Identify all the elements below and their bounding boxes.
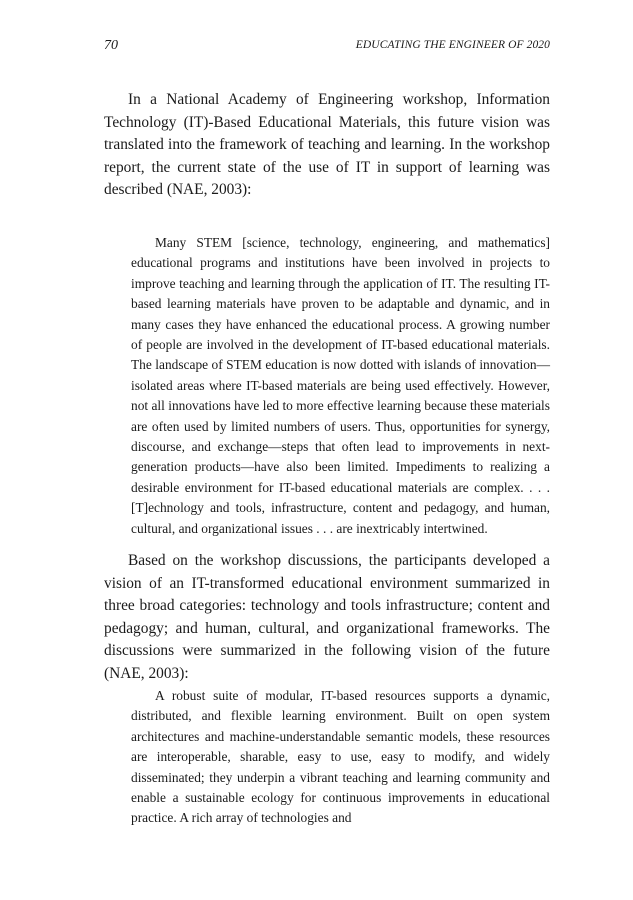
block-quote-2: A robust suite of modular, IT-based resources supports a dynamic, distributed, and flexible learning environment. Built on open system architectures and machine-understandable semantic models, these resources are interoperable, sharable, easy to use, easy to modify, and widely disseminated; they underpin a vibrant teaching and learning community and enable a sustainable ecology for continuous improvements in educational practice. A rich array of technologies and: [131, 688, 550, 826]
running-title: EDUCATING THE ENGINEER OF 2020: [355, 39, 550, 51]
running-head: [104, 38, 550, 58]
body-paragraph-1: In a National Academy of Engineering workshop, Information Technology (IT)-Based Educational Materials, this future vision was translated into the framework of teaching and learning. In the workshop report, the current state of the use of IT in support of learning was described (NAE, 2003):: [104, 91, 550, 198]
block-quote-1: Many STEM [science, technology, engineering, and mathematics] educational programs and institutions have been involved in projects to improve teaching and learning through the application of IT. The resulting IT-based learning materials have proven to be adaptable and dynamic, and in many cases they have enhanced the educational process. A growing number of people are involved in the development of IT-based educational materials. The landscape of STEM education is now dotted with islands of innovation—isolated areas where IT-based materials are being used effectively. However, not all innovations have led to more effective learning because these materials are often used by limited numbers of users. Thus, opportunities for synergy, discourse, and exchange—steps that often lead to improvements in next-generation products—have also been limited. Impediments to realizing a desirable environment for IT-based educational materials are complex. . . . [T]echnology and tools, infrastructure, content and pedagogy, and human, cultural, and organizational issues . . . are inextricably intertwined.: [131, 235, 550, 536]
page-number: 70: [104, 38, 118, 53]
body-paragraph-2: Based on the workshop discussions, the participants developed a vision of an IT-transformed educational environment summarized in three broad categories: technology and tools infrastructure; content and pedagogy; and human, cultural, and organizational frameworks. The discussions were summarized in the following vision of the future (NAE, 2003):: [104, 552, 550, 682]
